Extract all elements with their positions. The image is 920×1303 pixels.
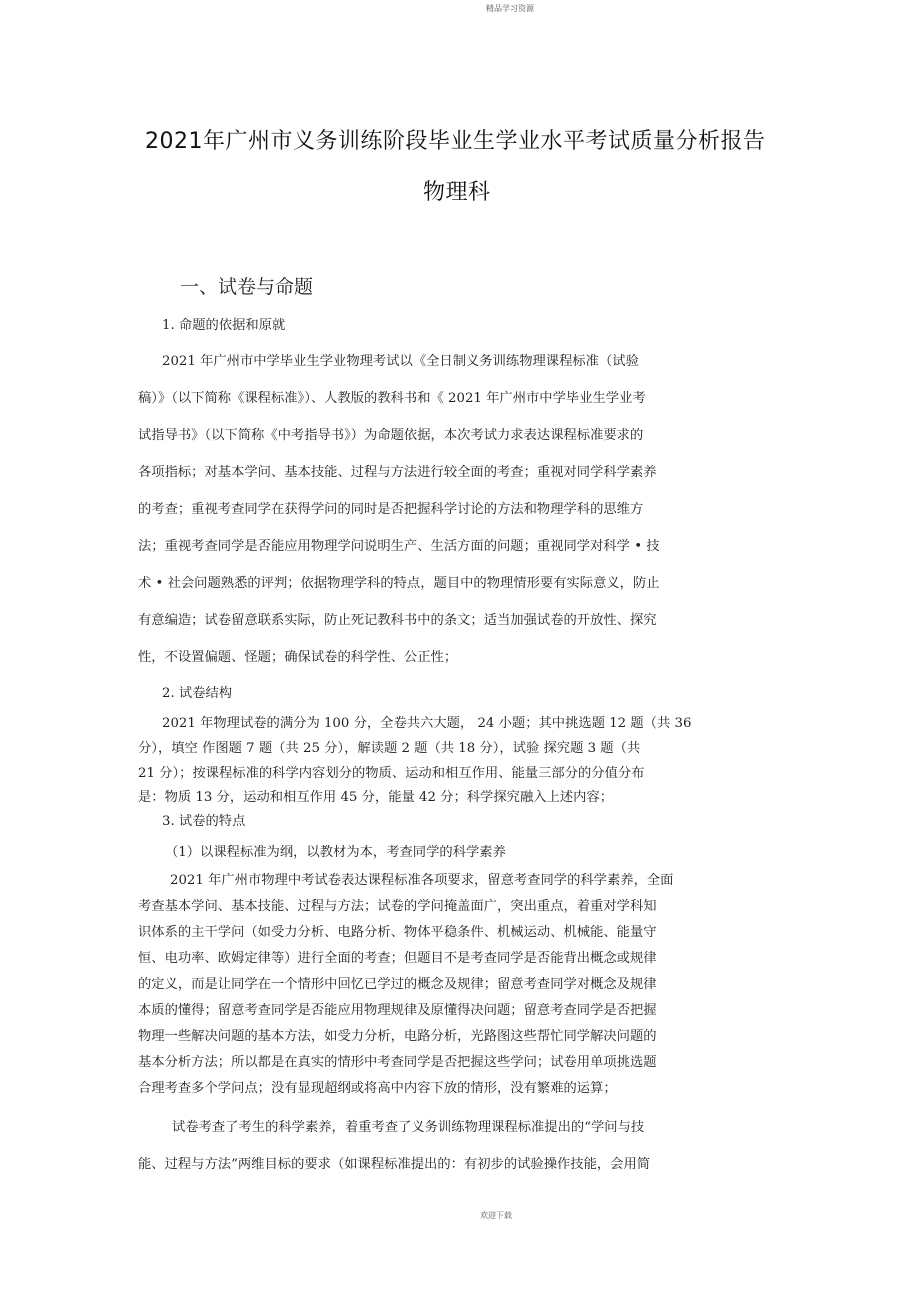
paragraph-line: 2021 年物理试卷的满分为 100 分，全卷共六大题， 24 小题；其中挑选题 12 题（共 36 xyxy=(162,716,692,731)
page-header: 精品学习资源 xyxy=(486,4,534,13)
paragraph-line: 术 • 社会问题熟悉的评判；依据物理学科的特点，题目中的物理情形要有实际意义，防止 xyxy=(138,576,660,591)
paragraph-line: 法；重视考查同学是否能应用物理学问说明生产、生活方面的问题；重视同学对科学 • 技 xyxy=(138,539,660,554)
paragraph-line: 物理一些解决问题的基本方法，如受力分析，电路分析，光路图这些帮忙同学解决问题的 xyxy=(138,1029,657,1044)
paragraph-line: 试指导书》（以下简称《中考指导书》）为命题依据，本次考试力求表达课程标准要求的 xyxy=(138,428,644,443)
paragraph-line: 能、过程与方法”两维目标的要求（如课程标准提出的：有初步的试验操作技能，会用简 xyxy=(138,1157,651,1172)
paragraph-line: 稿）》（以下简称《课程标准》）、人教版的教科书和《 2021 年广州市中学毕业生学业考 xyxy=(138,391,646,406)
document-subtitle: 物理科 xyxy=(423,180,491,205)
paragraph-line: 恒、电功率、欧姆定律等）进行全面的考查；但题目不是考查同学是否能背出概念或规律 xyxy=(138,951,657,966)
paragraph-line: 合理考查多个学问点；没有显现超纲或将高中内容下放的情形，没有繁难的运算； xyxy=(138,1081,617,1096)
page-footer: 欢迎下载 xyxy=(480,1211,512,1220)
paragraph-line: 性，不设置偏题、怪题；确保试卷的科学性、公正性； xyxy=(138,650,458,665)
paragraph-line: 2021 年广州市物理中考试卷表达课程标准各项要求，留意考查同学的科学素养，全面 xyxy=(170,873,674,888)
paragraph-line: 有意编造；试卷留意联系实际，防止死记教科书中的条文；适当加强试卷的开放性、探究 xyxy=(138,613,657,628)
paragraph-line: 的定义，而是让同学在一个情形中回忆已学过的概念及规律；留意考查同学对概念及规律 xyxy=(138,977,657,992)
subsection-heading: 1. 命题的依据和原就 xyxy=(162,318,286,333)
subsection-heading: 2. 试卷结构 xyxy=(162,686,233,701)
item-heading: （1）以课程标准为纲，以教材为本，考查同学的科学素养 xyxy=(165,845,506,860)
paragraph-line: 21 分）；按课程标准的科学内容划分的物质、运动和相互作用、能量三部分的分值分布 xyxy=(138,766,645,781)
section-heading: 一、试卷与命题 xyxy=(180,276,314,298)
paragraph-line: 各项指标；对基本学问、基本技能、过程与方法进行较全面的考查；重视对同学科学素养 xyxy=(138,465,657,480)
paragraph-line: 试卷考查了考生的科学素养，着重考查了义务训练物理课程标准提出的“学问与技 xyxy=(172,1120,645,1135)
paragraph-line: 识体系的主干学问（如受力分析、电路分析、物体平稳条件、机械运动、机械能、能量守 xyxy=(138,925,657,940)
paragraph-line: 分），填空 作图题 7 题（共 25 分），解读题 2 题（共 18 分），试验 探究题 3 题（共 xyxy=(138,741,641,756)
paragraph-line: 的考查；重视考查同学在获得学问的同时是否把握科学讨论的方法和物理学科的思维方 xyxy=(138,502,644,517)
paragraph-line: 基本分析方法；所以都是在真实的情形中考查同学是否把握这些学问；试卷用单项挑选题 xyxy=(138,1055,657,1070)
document-title: 2021年广州市义务训练阶段毕业生学业水平考试质量分析报告 xyxy=(145,129,766,154)
paragraph-line: 本质的懂得；留意考查同学是否能应用物理规律及原懂得决问题；留意考查同学是否把握 xyxy=(138,1003,657,1018)
paragraph-line: 是：物质 13 分，运动和相互作用 45 分，能量 42 分；科学探究融入上述内容； xyxy=(138,790,614,805)
paragraph-line: 2021 年广州市中学毕业生学业物理考试以《全日制义务训练物理课程标准（试验 xyxy=(162,354,639,369)
paragraph-line: 考查基本学问、基本技能、过程与方法；试卷的学问掩盖面广，突出重点，着重对学科知 xyxy=(138,899,657,914)
subsection-heading: 3. 试卷的特点 xyxy=(162,814,246,829)
